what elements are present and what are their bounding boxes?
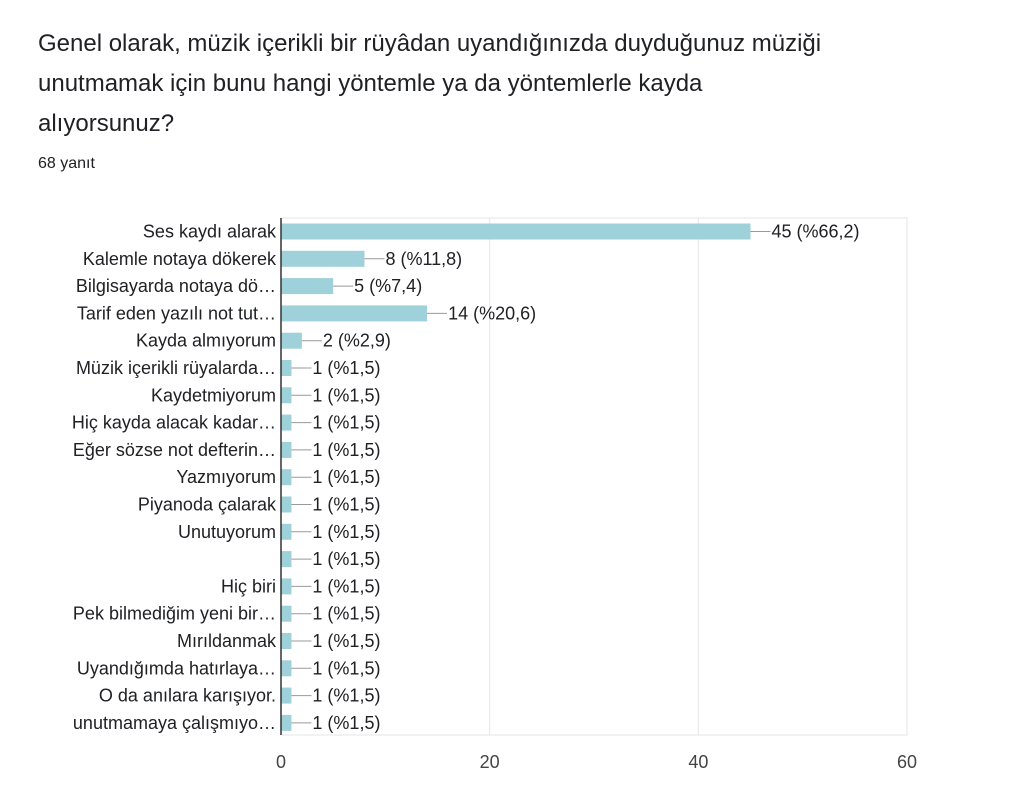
bar [281,224,751,240]
category-label: Ses kaydı alarak [142,221,276,242]
data-label: 1 (%1,5) [312,412,381,433]
category-label: unutmamaya çalışmıyo… [72,712,276,733]
data-label: 14 (%20,6) [448,303,537,324]
data-label: 1 (%1,5) [312,467,381,488]
data-label: 1 (%1,5) [312,549,381,570]
data-label: 1 (%1,5) [312,358,381,378]
bar [281,524,291,540]
bar [281,469,291,485]
category-label: Piyanoda çalarak [137,494,276,515]
x-tick-label: 0 [275,752,287,772]
bar [281,715,291,731]
x-tick-label: 40 [688,752,709,772]
data-label: 1 (%1,5) [312,712,381,733]
bar [281,387,291,403]
data-label: 1 (%1,5) [312,603,381,624]
response-count: 68 yanıt [38,155,95,172]
category-label: Unutuyorum [177,521,276,542]
category-label: Tarif eden yazılı not tut… [76,303,276,324]
question-title: Genel olarak, müzik içerikli bir rüyâdan uyandığınızda duyduğunuz müziği unutmamak için bunu hangi yöntemle ya da yöntemlerle kayda alıyorsunuz? [38,30,822,137]
category-label: Mırıldanmak [176,631,276,651]
data-label: 45 (%66,2) [771,221,860,242]
bar [281,251,364,267]
category-label: Eğer sözse not defterin… [72,439,276,460]
data-label: 1 (%1,5) [312,494,381,515]
bar [281,660,291,676]
bar [281,688,291,704]
data-label: 1 (%1,5) [312,658,381,679]
bar [281,551,291,567]
category-label: Hiç biri [220,576,276,597]
category-label: Yazmıyorum [176,467,276,488]
bar [281,360,291,376]
bar [281,633,291,649]
category-label: Hiç kayda alacak kadar… [71,412,276,433]
category-label: Bilgisayarda notaya dö… [75,276,276,297]
bar [281,333,302,349]
bar [281,606,291,622]
data-label: 1 (%1,5) [312,576,381,597]
bar [281,415,291,431]
data-label: 8 (%11,8) [385,248,463,269]
data-label: 2 (%2,9) [322,330,391,351]
x-tick-label: 20 [479,752,500,772]
category-label: Kayda almıyorum [135,330,276,351]
bar [281,442,291,458]
bar [281,578,291,594]
data-label: 1 (%1,5) [312,685,381,706]
category-label: Kaydetmiyorum [150,385,276,406]
bar [281,305,427,321]
data-label: 1 (%1,5) [312,631,381,651]
category-label: Uyandığımda hatırlaya… [76,658,276,679]
category-label: O da anılara karışıyor. [98,685,276,706]
x-tick-label: 60 [896,752,918,772]
category-label: Kalemle notaya dökerek [82,248,276,269]
data-label: 1 (%1,5) [312,439,381,460]
bar [281,497,291,513]
bar [281,278,333,294]
category-label: Pek bilmediğim yeni bir… [72,603,276,624]
category-label: Müzik içerikli rüyalarda… [75,358,276,378]
data-label: 1 (%1,5) [312,385,381,406]
data-label: 1 (%1,5) [312,521,381,542]
data-label: 5 (%7,4) [354,276,423,297]
